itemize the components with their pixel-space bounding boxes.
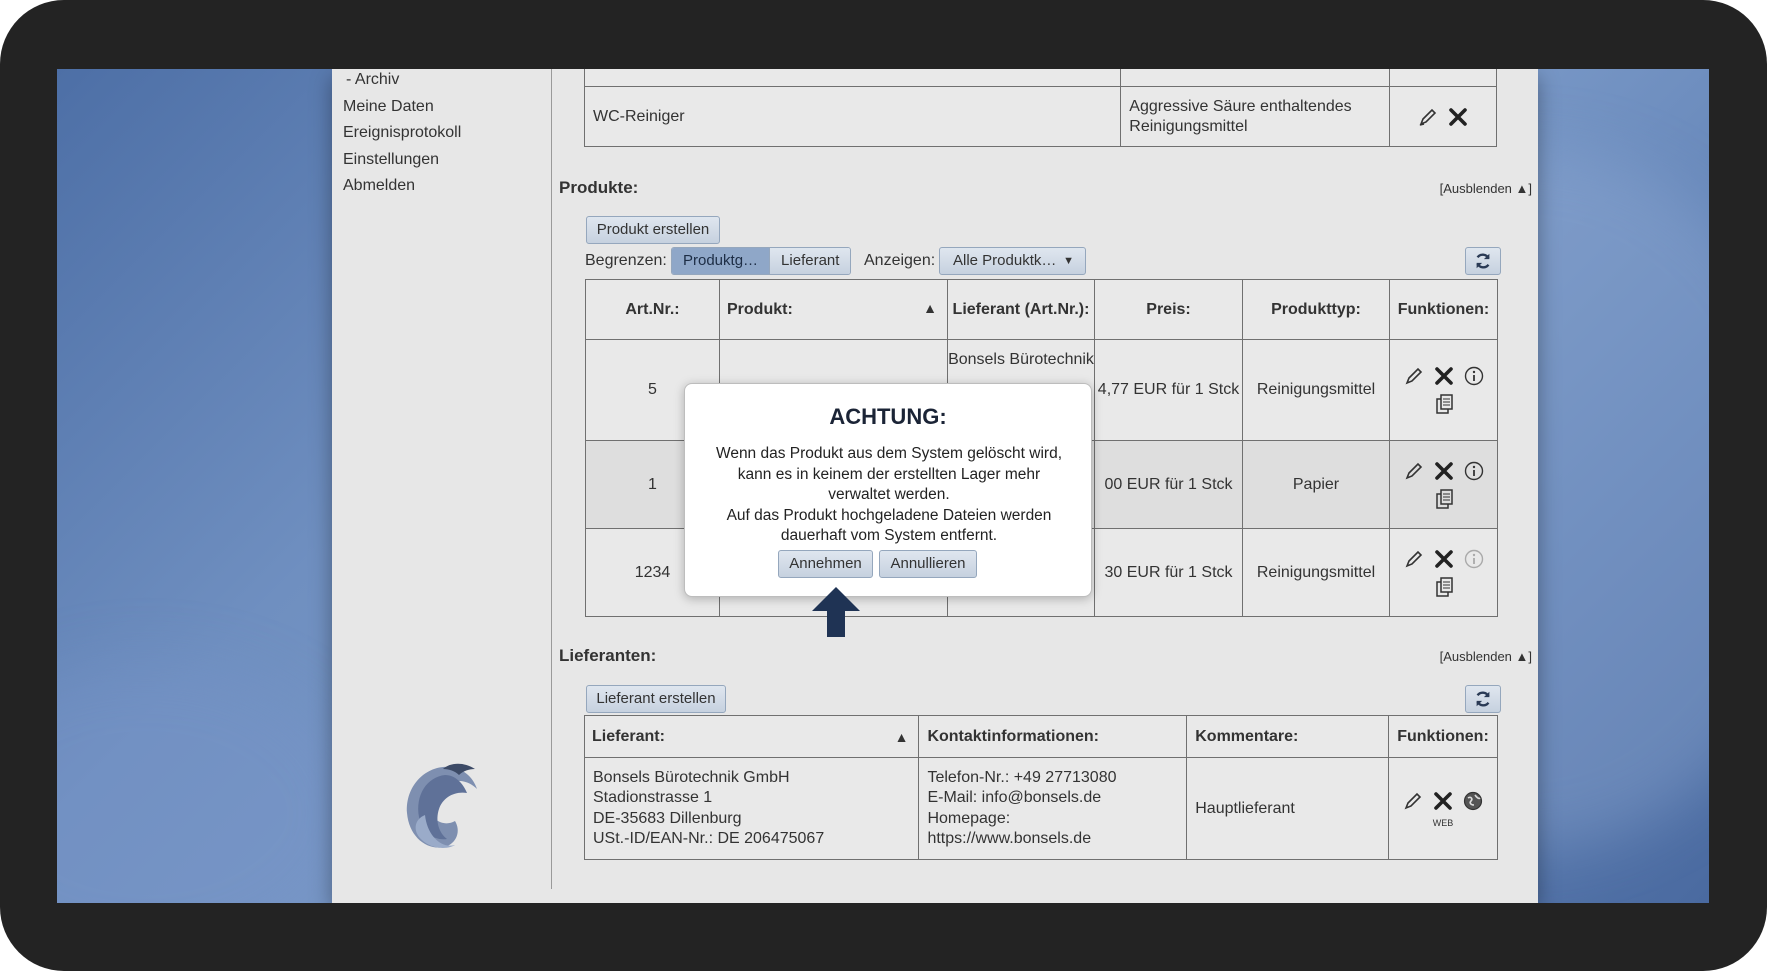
supplier-contact-cell [919, 758, 1187, 860]
dialog-message-line: dauerhaft vom System entfernt. [780, 527, 998, 544]
table-cell [585, 69, 1121, 87]
accept-button[interactable]: Annehmen [778, 550, 873, 578]
column-header-funktionen: Funktionen: [1389, 716, 1498, 758]
column-header-preis[interactable]: Preis: [1095, 280, 1243, 340]
artnr-cell: 5 [586, 340, 720, 441]
refresh-suppliers-button[interactable] [1465, 685, 1501, 713]
column-header-kommentare[interactable]: Kommentare: [1187, 716, 1389, 758]
produkttyp-cell: Papier [1243, 441, 1390, 529]
functions-cell [1389, 758, 1498, 860]
supplier-comment-cell: Hauptlieferant [1187, 758, 1389, 860]
supplier-homepage-link[interactable]: https://www.bonsels.de [927, 830, 1092, 847]
supplier-street: Stadionstrasse 1 [593, 789, 713, 806]
column-header-lieferant-label: Lieferant: [592, 727, 665, 745]
preis-cell: 30 EUR für 1 Stck [1095, 529, 1243, 617]
dialog-message-line: verwaltet werden. [828, 486, 950, 503]
produkttyp-cell: Reinigungsmittel [1243, 529, 1390, 617]
sort-ascending-icon: ▲ [894, 729, 909, 745]
show-dropdown[interactable] [939, 247, 1086, 275]
app-logo [397, 755, 482, 855]
info-icon[interactable] [1463, 365, 1485, 387]
dialog-title: ACHTUNG: [829, 404, 947, 429]
create-product-button[interactable]: Produkt erstellen [586, 216, 720, 244]
copy-icon[interactable] [1433, 576, 1455, 598]
table-cell [1390, 69, 1497, 87]
sidebar-item-einstellungen[interactable]: Einstellungen [343, 151, 440, 168]
suppliers-table [584, 715, 1498, 860]
column-header-produkttyp[interactable]: Produkttyp: [1243, 280, 1390, 340]
column-header-kontakt[interactable]: Kontaktinformationen: [919, 716, 1187, 758]
show-label: Anzeigen: [864, 252, 936, 269]
filter-option-supplier[interactable]: Lieferant [769, 248, 850, 274]
supplier-homepage-label: Homepage: [927, 809, 1011, 827]
functions-cell [1390, 529, 1498, 617]
supplier-name-cell [585, 758, 919, 860]
top-table [584, 69, 1497, 147]
background-glow [57, 663, 357, 903]
arrow-up-icon [810, 585, 862, 637]
table-row[interactable] [585, 758, 1498, 860]
edit-icon[interactable] [1403, 460, 1425, 482]
supplier-name: Bonsels Bürotechnik GmbH [593, 768, 790, 786]
delete-icon[interactable] [1433, 548, 1455, 570]
product-description-cell: Aggressive Säure enthaltendes Reinigungsmittel [1121, 87, 1390, 147]
sidebar-item-ereignisprotokoll[interactable]: Ereignisprotokoll [343, 124, 462, 141]
column-header-funktionen: Funktionen: [1390, 280, 1498, 340]
sidebar [332, 69, 552, 889]
delete-icon[interactable] [1433, 460, 1455, 482]
dialog-message-line: kann es in keinem der erstellten Lager mehr [737, 465, 1041, 483]
globe-icon[interactable] [1462, 790, 1484, 812]
copy-icon[interactable] [1433, 393, 1455, 415]
dialog-message-line: Wenn das Produkt aus dem System gelöscht wird, [715, 445, 1063, 462]
column-header-produkt[interactable] [720, 280, 948, 340]
sidebar-item-meine-daten[interactable]: Meine Daten [343, 98, 434, 115]
confirm-delete-dialog [684, 383, 1092, 597]
sidebar-item-archiv[interactable]: - Archiv [346, 71, 400, 88]
artnr-cell: 1 [586, 441, 720, 529]
preis-cell: 00 EUR für 1 Stck [1095, 441, 1243, 529]
table-header-row [585, 716, 1498, 758]
column-header-produkt-label: Produkt: [727, 300, 793, 318]
produkttyp-cell: Reinigungsmittel [1243, 340, 1390, 441]
copy-icon[interactable] [1433, 488, 1455, 510]
chevron-down-icon: ▼ [1063, 255, 1074, 267]
functions-cell [1390, 87, 1497, 147]
dialog-message [695, 444, 1083, 547]
web-label: WEB [1432, 817, 1454, 828]
filter-option-productgroup[interactable]: Produktg… [672, 248, 769, 274]
supplier-city: DE-35683 Dillenburg [593, 809, 742, 827]
products-section-title: Produkte: [559, 178, 639, 197]
products-hide-toggle[interactable]: [Ausblenden ▲] [1439, 181, 1532, 196]
supplier-phone: Telefon-Nr.: +49 27713080 [927, 768, 1117, 786]
edit-icon[interactable] [1403, 548, 1425, 570]
refresh-icon [1473, 689, 1493, 709]
delete-icon[interactable] [1433, 365, 1455, 387]
show-dropdown-value: Alle Produktk… [953, 252, 1057, 269]
refresh-products-button[interactable] [1465, 247, 1501, 275]
supplier-email[interactable]: E-Mail: info@bonsels.de [927, 789, 1102, 806]
artnr-cell: 1234 [586, 529, 720, 617]
create-supplier-button[interactable]: Lieferant erstellen [586, 685, 726, 713]
table-row [585, 87, 1497, 147]
cancel-button[interactable]: Annullieren [879, 550, 977, 578]
column-header-artnr[interactable]: Art.Nr.: [586, 280, 720, 340]
delete-icon[interactable] [1447, 106, 1469, 128]
sidebar-item-abmelden[interactable]: Abmelden [343, 177, 416, 194]
refresh-icon [1473, 251, 1493, 271]
info-icon[interactable] [1463, 460, 1485, 482]
suppliers-section-title: Lieferanten: [559, 646, 657, 665]
functions-cell [1390, 441, 1498, 529]
delete-icon[interactable] [1432, 790, 1454, 812]
edit-icon[interactable] [1403, 365, 1425, 387]
info-icon-disabled [1463, 548, 1485, 570]
filter-label: Begrenzen: [585, 252, 667, 269]
edit-icon[interactable] [1402, 790, 1424, 812]
preis-cell: 4,77 EUR für 1 Stck [1095, 340, 1243, 441]
supplier-vat-id: USt.-ID/EAN-Nr.: DE 206475067 [593, 830, 825, 847]
table-cell [1121, 69, 1390, 87]
lieferant-cell: Bonsels Bürotechnik [948, 340, 1095, 441]
table-header-row [586, 280, 1498, 340]
column-header-lieferant[interactable] [585, 716, 919, 758]
edit-icon[interactable] [1417, 106, 1439, 128]
filter-segment [671, 247, 851, 275]
dialog-message-line: Auf das Produkt hochgeladene Dateien werden [726, 506, 1052, 524]
sort-ascending-icon: ▲ [923, 300, 937, 316]
functions-cell [1390, 340, 1498, 441]
column-header-lieferant[interactable]: Lieferant (Art.Nr.): [948, 280, 1095, 340]
suppliers-hide-toggle[interactable]: [Ausblenden ▲] [1439, 649, 1532, 664]
product-name-cell: WC-Reiniger [585, 87, 1121, 147]
